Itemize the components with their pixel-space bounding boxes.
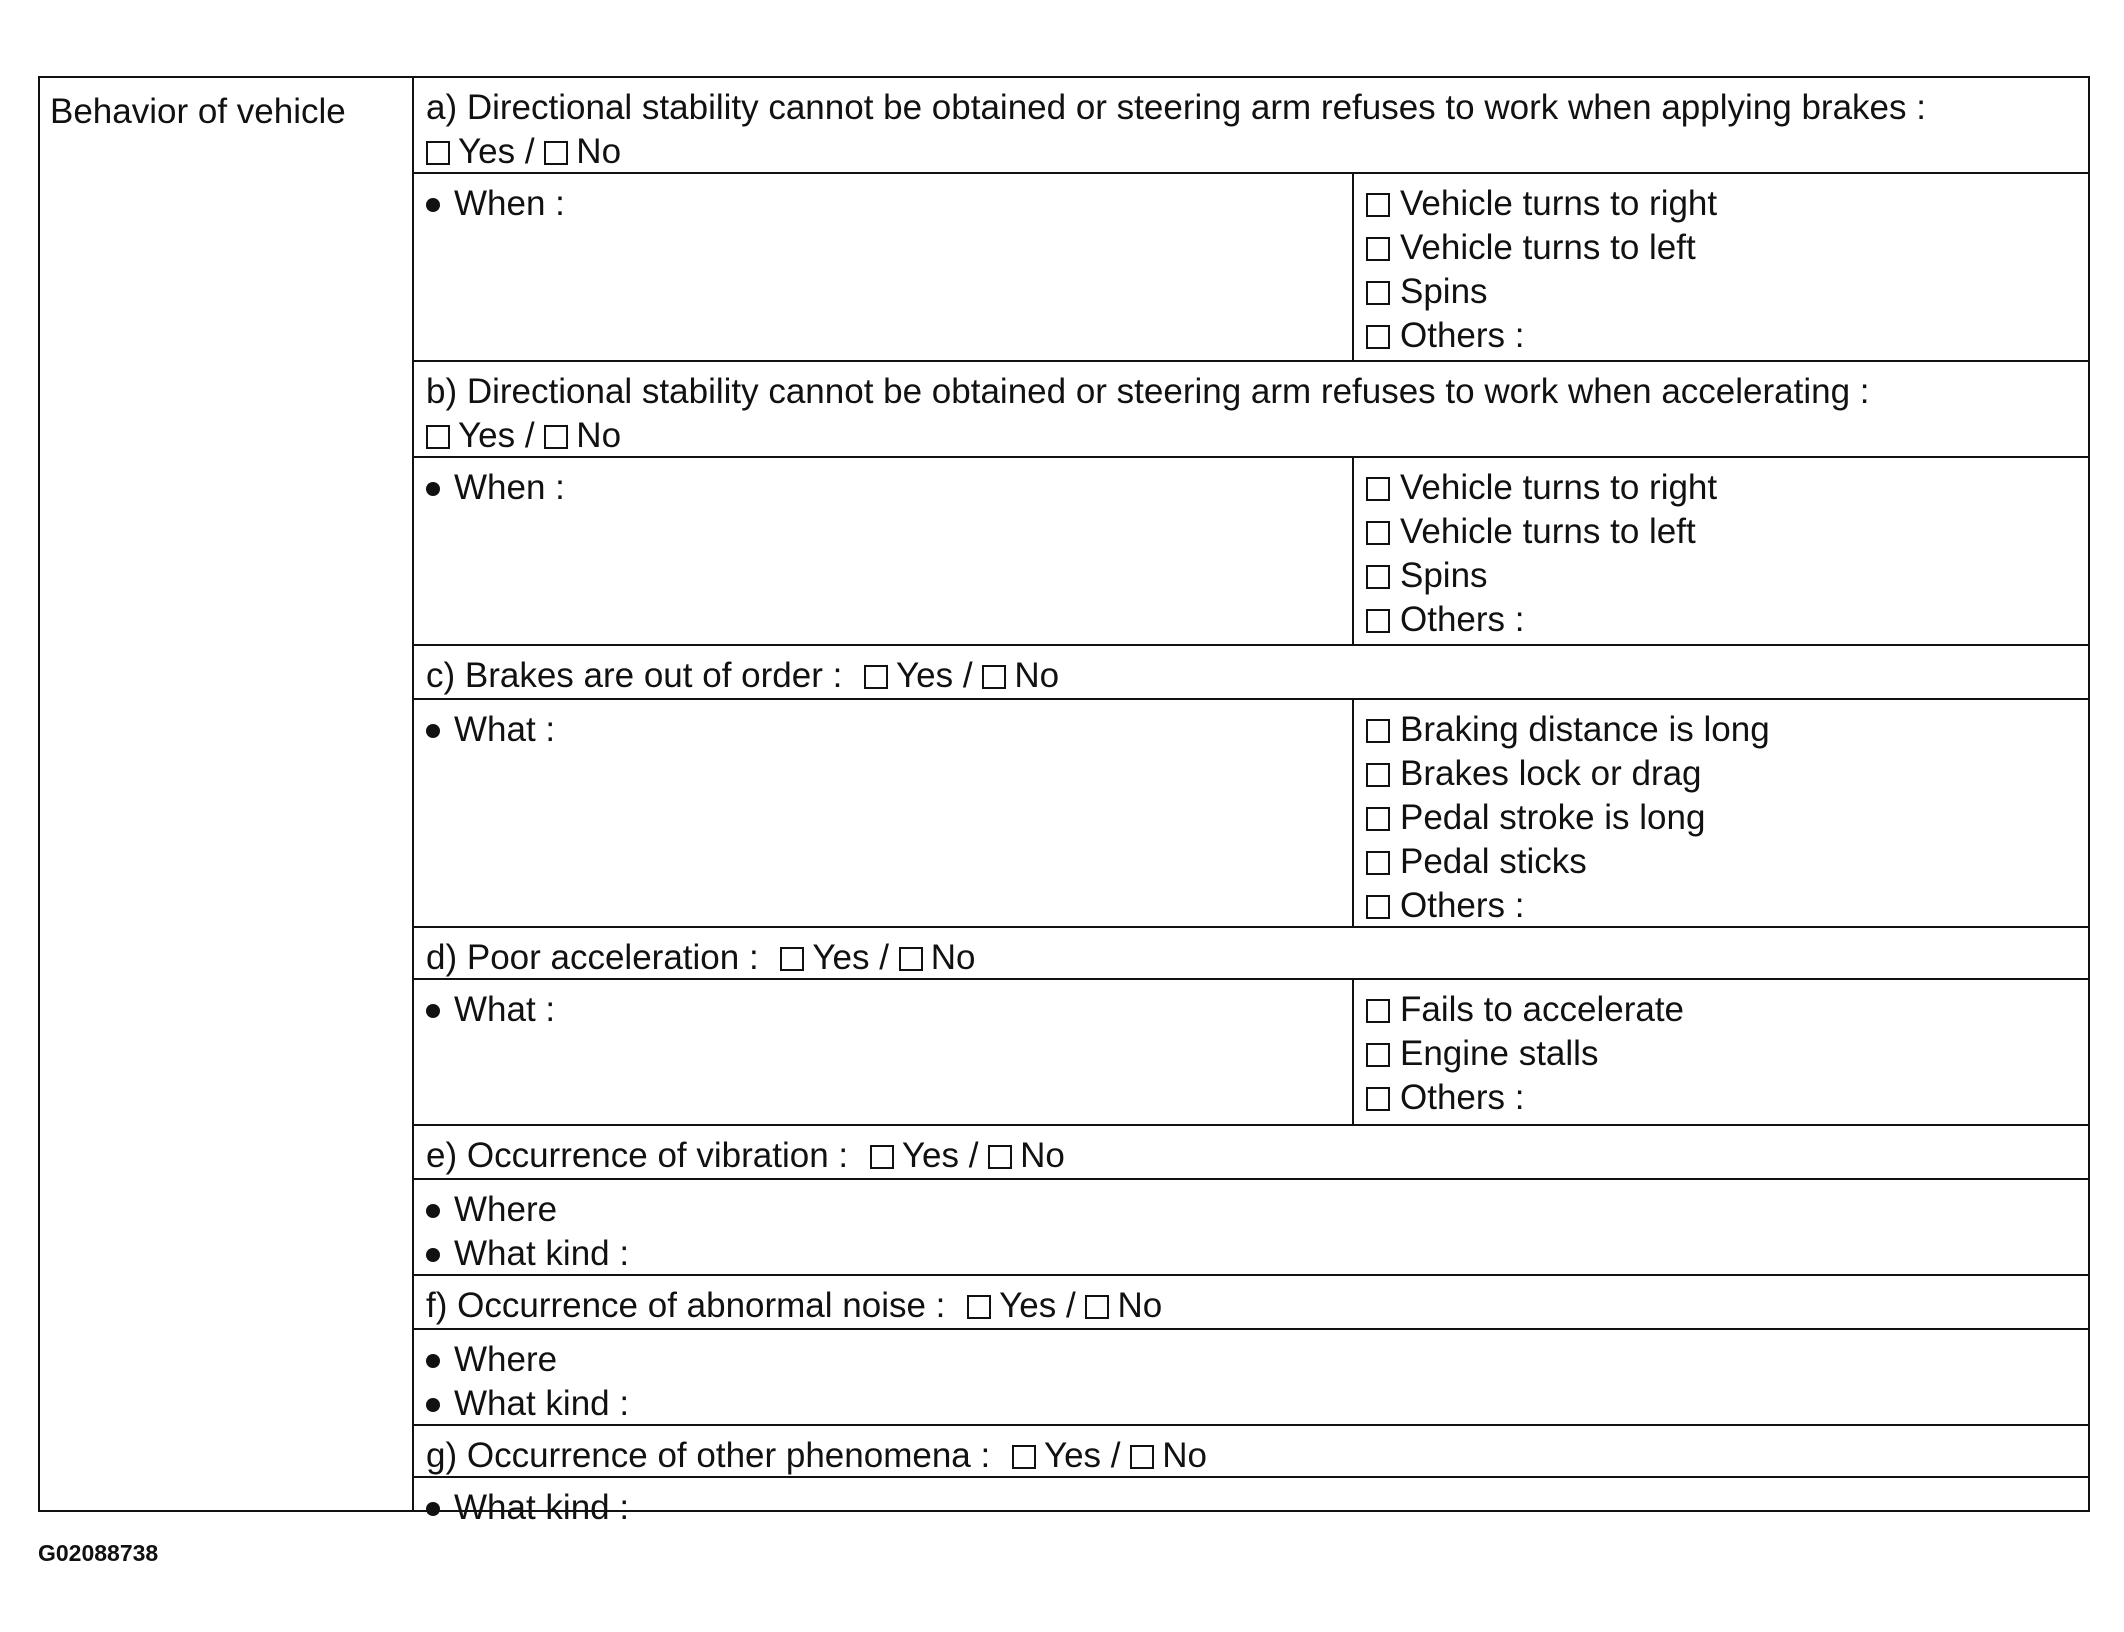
- behavior-label-cell: [40, 78, 414, 1510]
- question-a-text: a) Directional stability cannot be obtained or steering arm refuses to work when applying brakes :: [426, 88, 1926, 127]
- bullet-icon: [426, 1502, 440, 1516]
- checkbox-icon[interactable]: [1366, 999, 1390, 1023]
- option-c-1[interactable]: Braking distance is long: [1366, 708, 2076, 752]
- checkbox-d-yes[interactable]: [780, 947, 804, 971]
- option-a-3[interactable]: Spins: [1366, 270, 2076, 314]
- question-c-options: [1354, 700, 2088, 926]
- checkbox-b-yes[interactable]: [426, 425, 450, 449]
- bullet-icon: [426, 1204, 440, 1218]
- question-d-what-cell: What :: [414, 980, 1354, 1124]
- question-b-options: [1354, 458, 2088, 644]
- option-c-3[interactable]: Pedal stroke is long: [1366, 796, 2076, 840]
- question-c-what-cell: What :: [414, 700, 1354, 926]
- bullet-icon: [426, 1248, 440, 1262]
- checkbox-icon[interactable]: [1366, 521, 1390, 545]
- question-a-detail-row: [414, 174, 2088, 362]
- checkbox-f-no[interactable]: [1085, 1295, 1109, 1319]
- checkbox-icon[interactable]: [1366, 895, 1390, 919]
- question-b-answer: Yes / No: [426, 414, 2076, 458]
- checkbox-f-yes[interactable]: [967, 1295, 991, 1319]
- behavior-label: Behavior of vehicle: [50, 92, 346, 131]
- checkbox-icon[interactable]: [1366, 851, 1390, 875]
- checkbox-icon[interactable]: [1366, 565, 1390, 589]
- question-g-row: g) Occurrence of other phenomena : Yes / No: [414, 1426, 2088, 1478]
- option-d-1[interactable]: Fails to accelerate: [1366, 988, 2076, 1032]
- checkbox-icon[interactable]: [1366, 719, 1390, 743]
- question-d-text: d) Poor acceleration :: [426, 938, 759, 977]
- question-d-row: d) Poor acceleration : Yes / No: [414, 928, 2088, 980]
- option-b-1[interactable]: Vehicle turns to right: [1366, 466, 2076, 510]
- question-f-kind: What kind :: [426, 1382, 2076, 1426]
- vehicle-behavior-form: [38, 76, 2090, 1527]
- question-g-kind: What kind :: [426, 1486, 2076, 1530]
- question-c-text: c) Brakes are out of order :: [426, 656, 843, 695]
- checkbox-icon[interactable]: [1366, 609, 1390, 633]
- bullet-icon: [426, 1398, 440, 1412]
- bullet-icon: [426, 724, 440, 738]
- checkbox-c-yes[interactable]: [864, 665, 888, 689]
- checkbox-icon[interactable]: [1366, 763, 1390, 787]
- checkbox-e-yes[interactable]: [870, 1145, 894, 1169]
- question-e-text: e) Occurrence of vibration :: [426, 1136, 849, 1175]
- option-a-4[interactable]: Others :: [1366, 314, 2076, 358]
- question-b-detail-row: [414, 458, 2088, 646]
- bullet-icon: [426, 198, 440, 212]
- question-e-row: e) Occurrence of vibration : Yes / No: [414, 1126, 2088, 1180]
- option-d-2[interactable]: Engine stalls: [1366, 1032, 2076, 1076]
- question-f-where: Where: [426, 1338, 2076, 1382]
- checkbox-c-no[interactable]: [982, 665, 1006, 689]
- question-c-row: c) Brakes are out of order : Yes / No: [414, 646, 2088, 700]
- option-a-1[interactable]: Vehicle turns to right: [1366, 182, 2076, 226]
- checkbox-b-no[interactable]: [544, 425, 568, 449]
- question-a-when-cell: When :: [414, 174, 1354, 360]
- question-a-row: [414, 78, 2088, 174]
- checkbox-icon[interactable]: [1366, 193, 1390, 217]
- checkbox-icon[interactable]: [1366, 281, 1390, 305]
- option-c-4[interactable]: Pedal sticks: [1366, 840, 2076, 884]
- checkbox-icon[interactable]: [1366, 807, 1390, 831]
- question-a-options: [1354, 174, 2088, 360]
- checkbox-g-no[interactable]: [1130, 1445, 1154, 1469]
- question-a-answer: Yes / No: [426, 130, 2076, 174]
- figure-code: G02088738: [38, 1540, 159, 1566]
- option-d-3[interactable]: Others :: [1366, 1076, 2076, 1120]
- option-b-3[interactable]: Spins: [1366, 554, 2076, 598]
- option-b-2[interactable]: Vehicle turns to left: [1366, 510, 2076, 554]
- checkbox-icon[interactable]: [1366, 237, 1390, 261]
- question-f-text: f) Occurrence of abnormal noise :: [426, 1286, 946, 1325]
- option-c-2[interactable]: Brakes lock or drag: [1366, 752, 2076, 796]
- checkbox-icon[interactable]: [1366, 1043, 1390, 1067]
- checkbox-g-yes[interactable]: [1012, 1445, 1036, 1469]
- question-g-detail-row: [414, 1478, 2088, 1538]
- checkbox-a-no[interactable]: [544, 141, 568, 165]
- checkbox-icon[interactable]: [1366, 477, 1390, 501]
- questions-column: [414, 78, 2088, 1527]
- option-c-5[interactable]: Others :: [1366, 884, 2076, 928]
- option-a-2[interactable]: Vehicle turns to left: [1366, 226, 2076, 270]
- bullet-icon: [426, 1004, 440, 1018]
- bullet-icon: [426, 482, 440, 496]
- question-b-text: b) Directional stability cannot be obtained or steering arm refuses to work when accelerating :: [426, 372, 1870, 411]
- question-f-detail-row: [414, 1330, 2088, 1426]
- checkbox-e-no[interactable]: [988, 1145, 1012, 1169]
- bullet-icon: [426, 1354, 440, 1368]
- checkbox-icon[interactable]: [1366, 1087, 1390, 1111]
- checkbox-icon[interactable]: [1366, 325, 1390, 349]
- question-g-text: g) Occurrence of other phenomena :: [426, 1436, 991, 1475]
- question-e-kind: What kind :: [426, 1232, 2076, 1276]
- question-b-when-cell: When :: [414, 458, 1354, 644]
- question-f-row: f) Occurrence of abnormal noise : Yes / No: [414, 1276, 2088, 1330]
- question-d-detail-row: [414, 980, 2088, 1126]
- checkbox-a-yes[interactable]: [426, 141, 450, 165]
- option-b-4[interactable]: Others :: [1366, 598, 2076, 642]
- checkbox-d-no[interactable]: [899, 947, 923, 971]
- question-e-where: Where: [426, 1188, 2076, 1232]
- question-d-options: [1354, 980, 2088, 1124]
- question-e-detail-row: [414, 1180, 2088, 1276]
- question-b-row: [414, 362, 2088, 458]
- question-c-detail-row: [414, 700, 2088, 928]
